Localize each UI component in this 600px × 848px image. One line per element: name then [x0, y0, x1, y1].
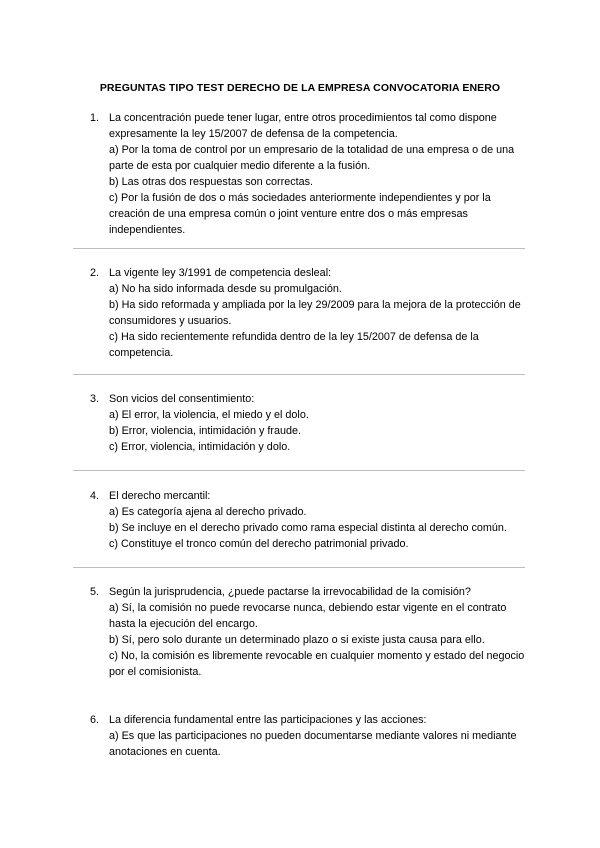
question-number: 4. [90, 490, 100, 502]
question-divider [73, 248, 525, 249]
option-b: b) Las otras dos respuestas son correctas. [109, 176, 314, 188]
document-title: PREGUNTAS TIPO TEST DERECHO DE LA EMPRESA CONVOCATORIA ENERO [99, 82, 501, 94]
question-3 [90, 391, 530, 455]
option-a: a) El error, la violencia, el miedo y el dolo. [109, 409, 309, 421]
option-b: b) Sí, pero solo durante un determinado plazo o si existe justa causa para ello. [109, 634, 485, 646]
question-divider [73, 470, 525, 471]
question-number: 6. [90, 714, 100, 726]
question-text: La concentración puede tener lugar, entre otros procedimientos tal como dispone expresamente la ley 15/2007 de defensa de la competencia. [109, 112, 497, 140]
option-c: c) Error, violencia, intimidación y dolo. [109, 441, 291, 453]
option-a: a) Es categoría ajena al derecho privado. [109, 506, 307, 518]
question-text: El derecho mercantil: [109, 490, 211, 502]
option-a: a) Sí, la comisión no puede revocarse nunca, debiendo estar vigente en el contrato hasta la ejecución del encargo. [109, 602, 507, 630]
question-number: 2. [90, 267, 100, 279]
option-b: b) Error, violencia, intimidación y fraude. [109, 425, 302, 437]
question-number: 5. [90, 586, 100, 598]
question-6 [90, 712, 530, 760]
question-text: Según la jurisprudencia, ¿puede pactarse la irrevocabilidad de la comisión? [109, 586, 471, 598]
option-b: b) Se incluye en el derecho privado como rama especial distinta al derecho común. [109, 522, 507, 534]
question-text: La diferencia fundamental entre las participaciones y las acciones: [109, 714, 427, 726]
question-5 [90, 584, 530, 680]
question-text: La vigente ley 3/1991 de competencia desleal: [109, 267, 332, 279]
option-a: a) No ha sido informada desde su promulgación. [109, 283, 342, 295]
question-text: Son vicios del consentimiento: [109, 393, 255, 405]
question-number: 1. [90, 112, 100, 124]
question-divider [73, 374, 525, 375]
option-a: a) Es que las participaciones no pueden documentarse mediante valores ni mediante anotaciones en cuenta. [109, 730, 517, 758]
option-c: c) Ha sido recientemente refundida dentro de la ley 15/2007 de defensa de la competencia. [109, 331, 479, 359]
option-a: a) Por la toma de control por un empresario de la totalidad de una empresa o de una parte de esta por cualquier medio diferente a la fusión. [109, 144, 515, 172]
question-divider [73, 567, 525, 568]
option-c: c) No, la comisión es libremente revocable en cualquier momento y estado del negocio por el comisionista. [109, 650, 525, 678]
option-c: c) Constituye el tronco común del derecho patrimonial privado. [109, 538, 409, 550]
question-number: 3. [90, 393, 100, 405]
question-2 [90, 265, 530, 361]
question-4 [90, 488, 530, 552]
option-c: c) Por la fusión de dos o más sociedades anteriormente independientes y por la creación de una empresa común o joint venture entre dos o más empresas independientes. [109, 192, 491, 236]
question-1 [90, 110, 530, 238]
option-b: b) Ha sido reformada y ampliada por la ley 29/2009 para la mejora de la protección de consumidores y usuarios. [109, 299, 521, 327]
